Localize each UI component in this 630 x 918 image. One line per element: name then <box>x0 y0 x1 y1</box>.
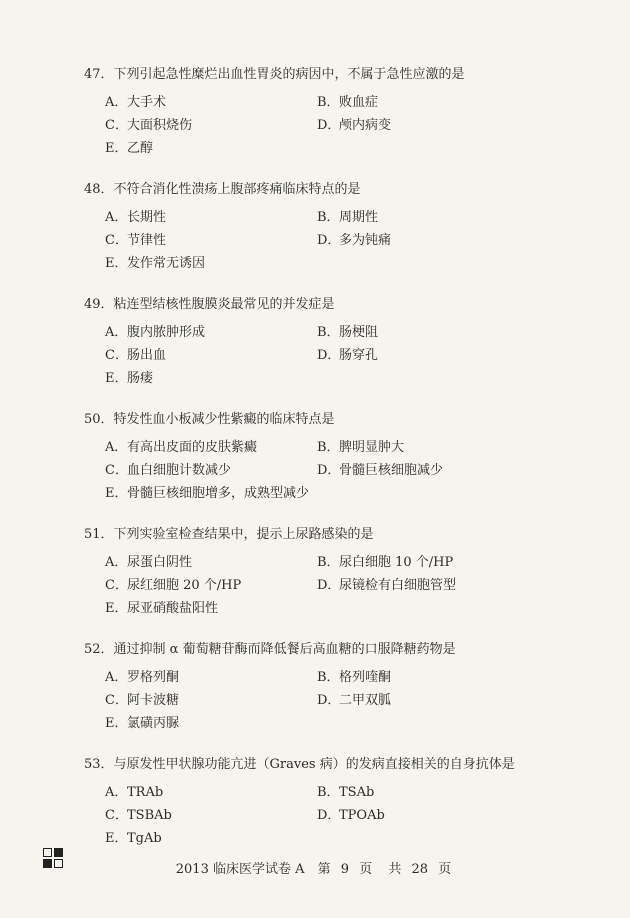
question-stem: 47．下列引起急性糜烂出血性胃炎的病因中，不属于急性应激的是 <box>84 67 465 82</box>
options <box>105 781 584 850</box>
question-52 <box>84 641 584 735</box>
page-indicator: 第 9 页 <box>317 862 373 877</box>
total-pages: 共 28 页 <box>388 862 452 877</box>
option-b[interactable]: B．TSAb <box>317 785 375 800</box>
option-a[interactable]: A．大手术 <box>105 95 167 110</box>
option-a[interactable]: A．罗格列酮 <box>105 670 180 685</box>
options <box>105 91 584 160</box>
option-e[interactable]: E．肠瘘 <box>105 371 154 386</box>
option-e[interactable]: E．骨髓巨核细胞增多，成熟型减少 <box>105 486 310 501</box>
option-e[interactable]: E．TgAb <box>105 831 162 846</box>
option-b[interactable]: B．周期性 <box>317 210 379 225</box>
option-d[interactable]: D．尿镜检有白细胞管型 <box>317 578 457 593</box>
option-c[interactable]: C．阿卡波糖 <box>105 693 180 708</box>
option-d[interactable]: D．骨髓巨核细胞减少 <box>317 463 444 478</box>
option-c[interactable]: C．大面积烧伤 <box>105 118 193 133</box>
question-49 <box>84 296 584 390</box>
question-stem: 52．通过抑制 α 葡萄糖苷酶而降低餐后高血糖的口服降糖药物是 <box>84 642 456 657</box>
option-d[interactable]: D．颅内病变 <box>317 118 392 133</box>
option-e[interactable]: E．发作常无诱因 <box>105 256 206 271</box>
options <box>105 666 584 735</box>
option-a[interactable]: A．尿蛋白阴性 <box>105 555 193 570</box>
option-e[interactable]: E．尿亚硝酸盐阳性 <box>105 601 219 616</box>
option-a[interactable]: A．TRAb <box>105 785 164 800</box>
question-47 <box>84 66 584 160</box>
option-d[interactable]: D．多为钝痛 <box>317 233 392 248</box>
options <box>105 321 584 390</box>
question-stem: 49．粘连型结核性腹膜炎最常见的并发症是 <box>84 297 335 312</box>
option-b[interactable]: B．脾明显肿大 <box>317 440 405 455</box>
question-stem: 53．与原发性甲状腺功能亢进（Graves 病）的发病直接相关的自身抗体是 <box>84 757 515 772</box>
option-d[interactable]: D．TPOAb <box>317 808 385 823</box>
question-53 <box>84 756 584 850</box>
option-c[interactable]: C．TSBAb <box>105 808 172 823</box>
option-b[interactable]: B．肠梗阻 <box>317 325 379 340</box>
question-stem: 48．不符合消化性溃疡上腹部疼痛临床特点的是 <box>84 182 361 197</box>
options <box>105 551 584 620</box>
option-c[interactable]: C．肠出血 <box>105 348 167 363</box>
option-b[interactable]: B．尿白细胞 10 个/HP <box>317 555 454 570</box>
question-stem: 51．下列实验室检查结果中，提示上尿路感染的是 <box>84 527 374 542</box>
option-d[interactable]: D．二甲双胍 <box>317 693 392 708</box>
options <box>105 206 584 275</box>
option-e[interactable]: E．乙醇 <box>105 141 154 156</box>
option-a[interactable]: A．有高出皮面的皮肤紫癜 <box>105 440 258 455</box>
option-a[interactable]: A．长期性 <box>105 210 167 225</box>
option-c[interactable]: C．节律性 <box>105 233 167 248</box>
option-d[interactable]: D．肠穿孔 <box>317 348 379 363</box>
option-b[interactable]: B．格列喹酮 <box>317 670 392 685</box>
question-48 <box>84 181 584 275</box>
options <box>105 436 584 505</box>
question-stem: 50．特发性血小板减少性紫癜的临床特点是 <box>84 412 335 427</box>
question-50 <box>84 411 584 505</box>
exam-title: 2013 临床医学试卷 A <box>175 862 305 877</box>
question-51 <box>84 526 584 620</box>
option-a[interactable]: A．腹内脓肿形成 <box>105 325 206 340</box>
option-b[interactable]: B．败血症 <box>317 95 379 110</box>
page-footer <box>0 858 630 877</box>
option-c[interactable]: C．尿红细胞 20 个/HP <box>105 578 242 593</box>
option-c[interactable]: C．血白细胞计数减少 <box>105 463 232 478</box>
option-e[interactable]: E．氯磺丙脲 <box>105 716 180 731</box>
